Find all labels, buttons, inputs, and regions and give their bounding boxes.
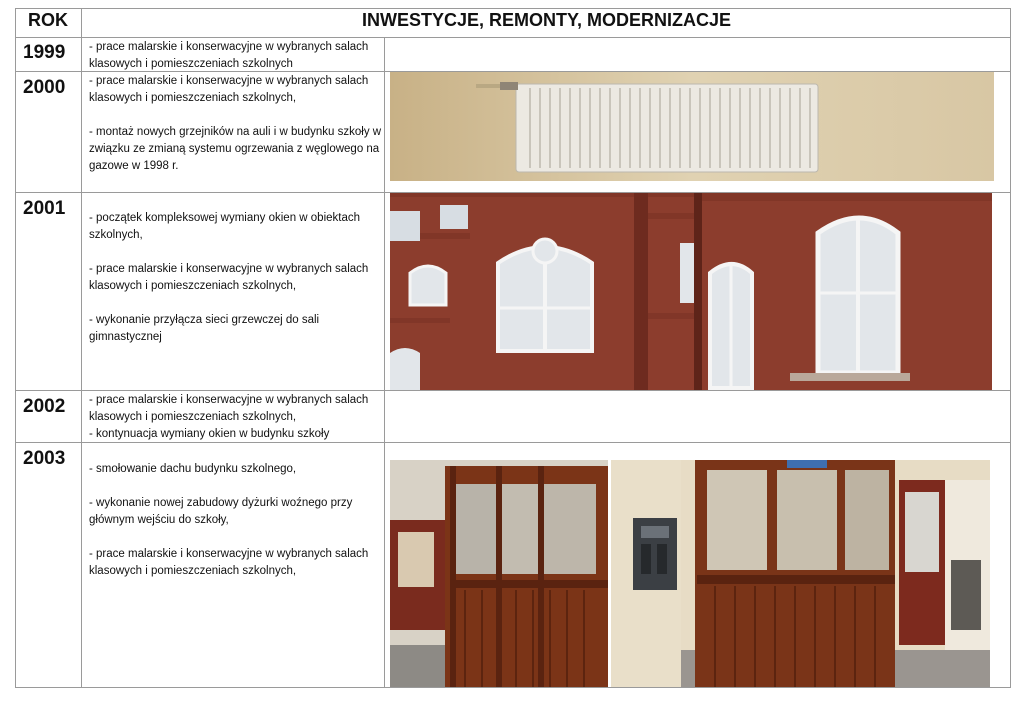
- porter-booth-photo-left: [390, 460, 608, 687]
- table-divider: [81, 8, 82, 688]
- row-year: 1999: [23, 42, 66, 63]
- row-year: 2000: [23, 77, 66, 98]
- column-header-year: ROK: [28, 10, 68, 30]
- row-description: [89, 210, 385, 346]
- list-item: - prace malarskie i konserwacyjne w wybranych salach klasowych i pomieszczeniach szkolnych: [89, 41, 369, 70]
- list-item: - smołowanie dachu budynku szkolnego,: [89, 463, 297, 475]
- row-year: 2003: [23, 448, 66, 469]
- list-item: - montaż nowych grzejników na auli i w budynku szkoły w związku ze zmianą systemu ogrzewania z węglowego na gazowe w 1998 r.: [89, 126, 382, 172]
- row-year: 2002: [23, 396, 66, 417]
- row-description: [89, 461, 385, 580]
- list-item: - prace malarskie i konserwacyjne w wybranych salach klasowych i pomieszczeniach szkolnych,: [89, 548, 369, 577]
- table-border: [1010, 8, 1011, 688]
- list-item: - wykonanie nowej zabudowy dyżurki woźnego przy głównym wejściu do szkoły,: [89, 497, 353, 526]
- table-divider: [15, 390, 1011, 391]
- table-border: [15, 8, 1011, 9]
- table-divider: [15, 37, 1011, 38]
- radiator-photo: [390, 72, 994, 181]
- row-description: [89, 392, 385, 443]
- list-item: - kontynuacja wymiany okien w budynku szkoły: [89, 428, 330, 440]
- table-title: INWESTYCJE, REMONTY, MODERNIZACJE: [361, 10, 732, 30]
- row-description: [89, 39, 385, 73]
- list-item: - prace malarskie i konserwacyjne w wybranych salach klasowych i pomieszczeniach szkolnych,: [89, 75, 369, 104]
- table-border: [15, 687, 1011, 688]
- row-year: 2001: [23, 198, 66, 219]
- list-item: - wykonanie przyłącza sieci grzewczej do sali gimnastycznej: [89, 314, 320, 343]
- list-item: - prace malarskie i konserwacyjne w wybranych salach klasowych i pomieszczeniach szkolnych,: [89, 394, 369, 423]
- porter-booth-photo-right: [611, 460, 990, 687]
- investments-table: [15, 8, 1011, 688]
- table-border: [15, 8, 16, 688]
- list-item: - początek kompleksowej wymiany okien w obiektach szkolnych,: [89, 212, 361, 241]
- building-windows-photo: [390, 193, 992, 390]
- row-description: [89, 73, 385, 175]
- list-item: - prace malarskie i konserwacyjne w wybranych salach klasowych i pomieszczeniach szkolnych,: [89, 263, 369, 292]
